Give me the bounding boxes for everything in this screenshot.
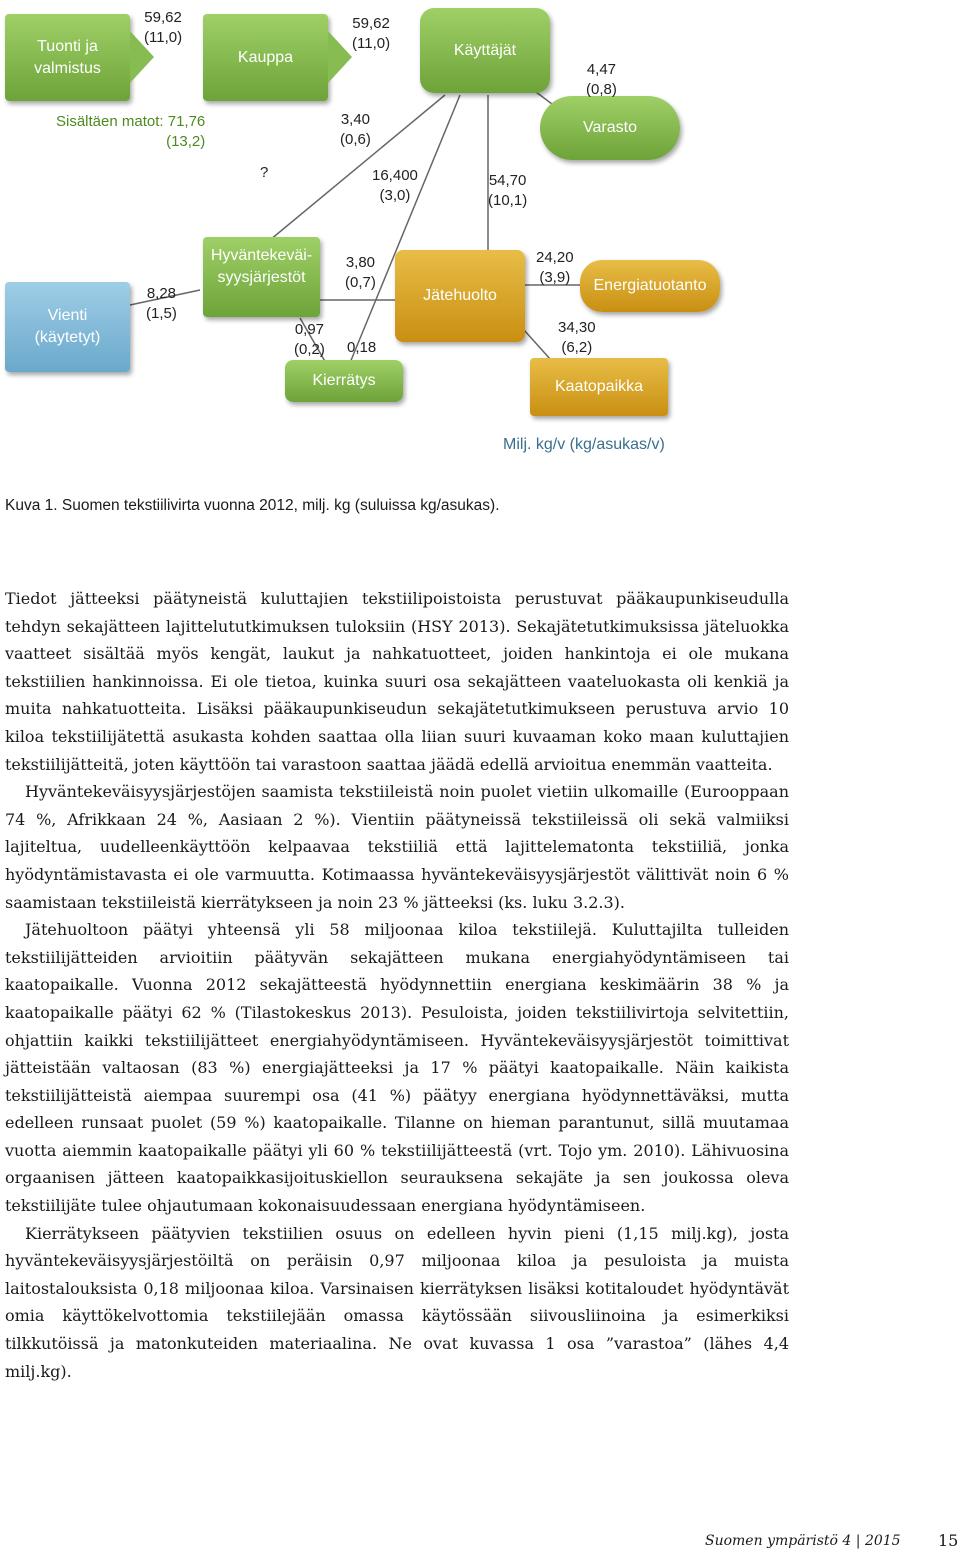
paragraph-4: Kierrätykseen päätyvien tekstiilien osuus on edelleen hyvin pieni (1,15 milj.kg), josta hyväntekeväisyysjärjestöiltä on peräisin 0,97 miljoonaa kiloa ja pesuloista ja muista laitostalouksista 0,18 miljoonaa kiloa. Varsinaisen kierrätyksen lisäksi kotitaloudet hyödyntävät omia käyttökelvottomia tekstiilejään omassa käytössään siivousliinoina ja esimerkiksi tilkkutöissä ja matonkuteiden materiaalina. Ne ovat kuvassa 1 osa ”varastoa” (lähes 4,4 milj.kg). <box>5 1223 789 1381</box>
flow-label-users-recycled: 0,18 <box>347 339 377 356</box>
node-export-label: Vienti (käytetyt) <box>34 307 101 346</box>
flow-label-users-storage: 4,47 (0,8) <box>586 61 617 98</box>
node-waste-label: Jätehuolto <box>423 287 497 304</box>
flow-label-question: ? <box>260 164 269 181</box>
flow-label-incl-mats: Sisältäen matot: 71,76 (13,2) <box>56 113 206 150</box>
node-landfill-label: Kaatopaikka <box>554 378 644 395</box>
node-energy-label: Energiatuotanto <box>593 277 707 294</box>
paragraph-2: Hyväntekeväisyysjärjestöjen saamista tekstiileistä noin puolet vietiin ulkomaille (Eurooppaan 74 %, Afrikkaan 24 %, Aasiaan 2 %). Vientiin päätyneissä tekstiileissä oli sekä valmiiksi lajiteltua, uudelleenkäyttöön kelpaavaa tekstiiliä että lajittelematonta tekstiiliä, jonka hyödyntämistavasta ei ole varmuutta. Kotimaassa hyväntekeväisyysjärjestöt välittivät noin 6 % saamistaan tekstiileistä kierrätykseen ja noin 23 % jätteeksi (ks. luku 3.2.3). <box>5 782 789 912</box>
arrow-trade-users <box>328 31 352 83</box>
node-landfill <box>530 358 668 416</box>
paragraph-1: Tiedot jätteeksi päätyneistä kuluttajien tekstiilipoistoista perustuvat pääkaupunkiseudulla tehdyn sekajätteen lajittelututkimuksen tuloksiin (HSY 2013). Sekajätetutkimuksissa jäteluokka vaatteet sisältää myös kengät, laukut ja nahkatuotteet, joiden hankintoja ei ole mukana tekstiilien hankinnoissa. Ei ole tietoa, kuinka suuri osa sekajätteen vaateluokasta oli kenkiä ja muita nahkatuotteita. Lisäksi pääkaupunkiseudun sekajätetutkimukseen perustuva arvio 10 kiloa tekstiilijätettä asukasta kohden saattaa olla liian suuri kuvaaman koko maan kuluttajien tekstiilijätteitä, joten käyttöön tai varastoon saattaa jäädä edellä arvioitua enemmän vaatteita. <box>5 589 789 774</box>
node-recycling-label: Kierrätys <box>312 372 376 389</box>
flow-label-waste-landfill: 34,30 (6,2) <box>558 319 596 356</box>
node-storage <box>540 96 680 160</box>
node-trade-label: Kauppa <box>237 48 294 66</box>
node-export <box>5 282 130 372</box>
flow-label-charity-export: 8,28 (1,5) <box>146 285 177 322</box>
node-trade <box>203 14 328 101</box>
node-charity <box>203 237 320 317</box>
node-charity-label: Hyväntekeväi- syysjärjestöt <box>210 247 313 286</box>
textile-flow-diagram <box>0 0 960 480</box>
node-recycling <box>285 360 403 402</box>
flow-label-charity-recycling: 0,97 (0,2) <box>294 321 325 358</box>
body-text <box>5 585 789 1385</box>
node-storage-label: Varasto <box>583 119 637 136</box>
paragraph-3: Jätehuoltoon päätyi yhteensä yli 58 miljoonaa kiloa tekstiilejä. Kuluttajilta tulleiden tekstiilijätteiden arvioitiin päätyvän sekajätteen mukana energiahyödyntämiseen tai kaatopaikalle. Vuonna 2012 sekajätteestä hyödynnettiin energiana keskimäärin 38 % ja kaatopaikalle päätyi 62 % (Tilastokeskus 2013). Pesuloista, joiden tekstiilivirtoja selvitettiin, ohjattiin kaikki tekstiilijätteet energiahyödyntämiseen. Hyväntekeväisyysjärjestöt toimittivat jätteistään valtaosan (83 %) energiajätteeksi ja 17 % päätyi kaatopaikalle. Näin kaikista tekstiilijätteistä aiempaa suurempi osa (41 %) päätyy energiana hyödynnettäväksi, mutta edelleen runsaat puolet (59 %) kaatopaikalle. Tilanne on hieman parantunut, sillä muutamaa vuotta aiemmin kaatopaikalle päätyi yli 60 % tekstiilijätteestä (vrt. Tojo ym. 2010). Lähivuosina orgaanisen jätteen kaatopaikkasijoituskiellon seurauksena sekajäte ja sen joukossa oleva tekstiilijäte tulee ohjautumaan kokonaisuudessaan energiana hyödyntämiseen. <box>5 920 789 1216</box>
node-waste-management <box>395 250 525 342</box>
node-users-label: Käyttäjät <box>453 41 517 59</box>
flow-label-users-waste: 54,70 (10,1) <box>488 172 528 209</box>
flow-label-trade-users: 59,62 (11,0) <box>352 15 391 52</box>
flow-label-users-charity: 3,40 (0,6) <box>340 111 371 148</box>
node-production <box>5 14 130 101</box>
footer-publication: Suomen ympäristö 4 | 2015 <box>705 1533 901 1549</box>
figure-caption: Kuva 1. Suomen tekstiilivirta vuonna 2012, milj. kg (suluissa kg/asukas). <box>5 497 500 514</box>
node-energy <box>580 260 720 312</box>
flow-label-production-trade: 59,62 (11,0) <box>144 9 183 46</box>
flow-label-waste-energy: 24,20 (3,9) <box>536 249 574 286</box>
flow-label-users-recycling: 16,400 (3,0) <box>372 167 418 204</box>
footer-page-number: 15 <box>938 1531 959 1550</box>
flow-label-charity-waste: 3,80 (0,7) <box>345 254 376 291</box>
diagram-unit-label: Milj. kg/v (kg/asukas/v) <box>503 436 665 453</box>
node-users <box>420 8 550 93</box>
node-production-label: Tuonti ja valmistus <box>34 37 101 77</box>
